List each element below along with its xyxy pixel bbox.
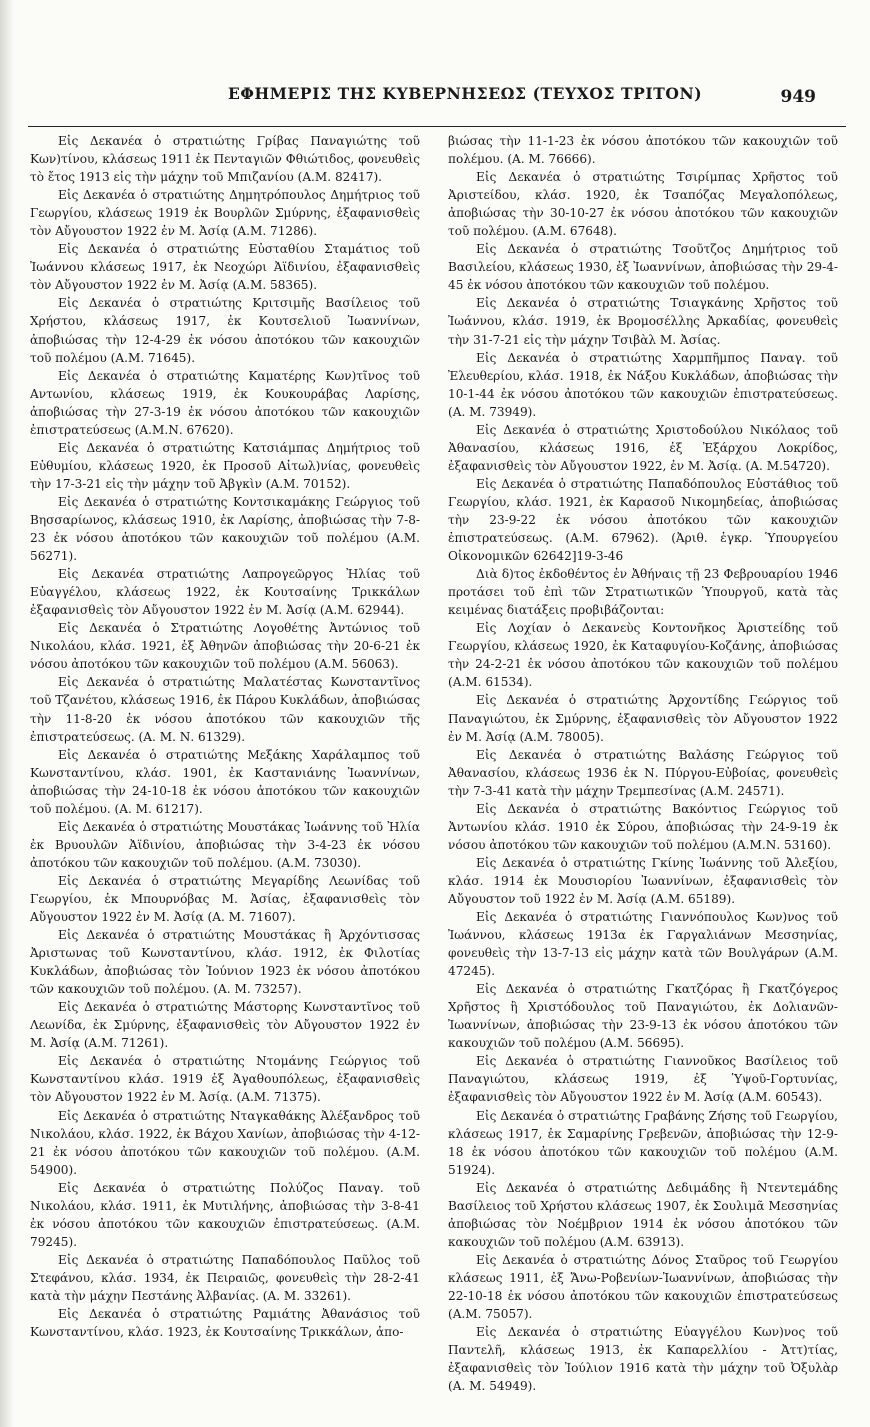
- entry-paragraph: Εἰς Δεκανέα ὁ στρατιώτης Νταγκαθάκης Ἀλέξανδρος τοῦ Νικολάου, κλάσ. 1922, ἐκ Βάχου Χανίων, ἀποβιώσας τὴν 4-12-21 ἐκ νόσου ἀποτόκου τῶν κακουχιῶν τοῦ πολέμου. (Α.Μ. 54900).: [30, 1108, 420, 1177]
- entry-paragraph: Εἰς Δεκανέα ὁ στρατιώτης Δόνος Σταῦρος τοῦ Γεωργίου κλάσεως 1911, ἐξ Ἄνω-Ροβενίων-Ἰωαννίνων, ἀποβιώσας τὴν 22-10-18 ἐκ νόσου ἀποτόκου τῶν κακουχιῶν ἐπιστρατεύσεως (Α.Μ. 75057).: [448, 1252, 838, 1322]
- entry-paragraph: Εἰς Δεκανέα ὁ στρατιώτης Δεδιμάδης ἢ Ντεντεμάδης Βασίλειος τοῦ Χρήστου κλάσεως 1907, ἐκ Σουλιμᾶ Μεσσηνίας ἀποβιώσας τὸν Νοέμβριον 1914 ἐκ νόσου ἀποτόκου τῶν κακουχιῶν τοῦ πολέμου (Α.Μ. 63913).: [448, 1180, 838, 1249]
- entry-paragraph: Εἰς Λοχίαν ὁ Δεκανεὺς Κοντονῆκος Ἀριστείδης τοῦ Γεωργίου, κλάσεως 1920, ἐκ Καταφυγίου-Κοζάνης, ἀποβιώσας τὴν 24-2-21 ἐκ νόσου ἀποτόκου τῶν κακουχιῶν τοῦ πολέμου (Α.Μ. 61534).: [448, 621, 838, 690]
- entry-paragraph: Εἰς Δεκανέα ὁ στρατιώτης Μεγαρίδης Λεωνίδας τοῦ Γεωργίου, ἐκ Μπουρνόβας Μ. Ἀσίας, ἐξαφανισθεὶς τὸν Αὔγουστον 1922 ἐν Μ. Ἀσίᾳ (Α. Μ. 71607).: [30, 873, 420, 925]
- entry-paragraph: Εἰς Δεκανέα ὁ στρατιώτης Εὐαγγέλου Κων)νος τοῦ Παντελῆ, κλάσεως 1913, ἐκ Καπαρελλίου - Ἀττ)τίας, ἐξαφανισθεὶς τὸν Ἰούλιον 1916 κατὰ τὴν μάχην τοῦ Ὀξυλὰρ (Α. Μ. 54949).: [448, 1325, 838, 1394]
- entry-paragraph: Εἰς Δεκανέα ὁ στρατιώτης Τσοῦτζος Δημήτριος τοῦ Βασιλείου, κλάσεως 1930, ἐξ Ἰωαννίνων, ἀποβιώσας τὴν 29-4-45 ἐκ νόσου ἀποτόκου τῶν κακουχιῶν τοῦ πολέμου.: [448, 242, 838, 293]
- entry-paragraph: Εἰς Δεκανέα ὁ στρατιώτης Κριτσιμῆς Βασίλειος τοῦ Χρήστου, κλάσεως 1917, ἐκ Κουτσελιοῦ Ἰωαννίνων, ἀποβιώσας τὴν 12-4-29 ἐκ νόσου ἀποτόκου τῶν κακουχιῶν τοῦ πολέμου (Α.Μ. 71645).: [30, 296, 420, 365]
- entry-paragraph: Εἰς Δεκανέα ὁ στρατιώτης Παπαδόπουλος Εὐστάθιος τοῦ Γεωργίου, κλάσ. 1921, ἐκ Καρασοῦ Νικομηδείας, ἀποβιώσας τὴν 23-9-22 ἐκ νόσου ἀποτόκου τῶν κακουχιῶν ἐπιστρατεύσεως. (Α.Μ. 67962). (Ἀριθ. ἐγκρ. Ὑπουργείου Οἰκονομικῶν 62642]19-3-46: [448, 476, 838, 564]
- page-number: 949: [780, 87, 816, 107]
- entry-paragraph: Εἰς Δεκανέα ὁ στρατιώτης Εὐσταθίου Σταμάτιος τοῦ Ἰωάννου κλάσεως 1917, ἐκ Νεοχώρι Ἀϊδινίου, ἐξαφανισθεὶς τὸν Αὔγουστον 1922 ἐν Μ. Ἀσίᾳ (Α.Μ. 58365).: [30, 242, 420, 293]
- entry-paragraph: Εἰς Δεκανέα ὁ στρατιώτης Χριστοδούλου Νικόλαος τοῦ Ἀθανασίου, κλάσεως 1916, ἐξ Ἐξάρχου Λοκρίδος, ἐξαφανισθεὶς τὸν Αὔγουστον 1922, ἐν Μ. Ἀσίᾳ. (Α. Μ.54720).: [448, 422, 838, 473]
- entry-paragraph: Εἰς Δεκανέα ὁ στρατιώτης Μουστάκας ἢ Ἀρχόντισσας Ἀριστωνας τοῦ Κωνσταντίνου, κλάσ. 1912, ἐκ Φιλοτίας Κυκλάδων, ἀποβιώσας τὸν Ἰούνιον 1923 ἐκ νόσου ἀποτόκου τῶν κακουχιῶν τοῦ πολέμου. (Α. Μ. 73257).: [30, 928, 420, 997]
- entry-paragraph: Εἰς Δεκανέα ὁ στρατιώτης Ραμιάτης Ἀθανάσιος τοῦ Κωνσταντίνου, κλάσ. 1923, ἐκ Κουτσαίνης Τρικκάλων, ἀπο-: [30, 1307, 420, 1340]
- entry-paragraph: Εἰς Δεκανέα ὁ στρατιώτης Ἀρχοντίδης Γεώργιος τοῦ Παναγιώτου, ἐκ Σμύρνης, ἐξαφανισθεὶς τὸν Αὔγουστον 1922 ἐν Μ. Ἀσίᾳ (Α.Μ. 78005).: [448, 693, 838, 744]
- entry-paragraph: Εἰς Δεκανέα ὁ στρατιώτης Παπαδόπουλος Παῦλος τοῦ Στεφάνου, κλάσ. 1934, ἐκ Πειραιῶς, φονευθεὶς τὴν 28-2-41 κατὰ τὴν μάχην Πεστάνης Ἀλβανίας. (Α. Μ. 33261).: [30, 1252, 420, 1303]
- entry-paragraph: Εἰς Δεκανέα ὁ στρατιώτης Γιαννοῦκος Βασίλειος τοῦ Παναγιώτου, κλάσεως 1919, ἐξ Ὑψοῦ-Γορτυνίας, ἐξαφανισθεὶς τὸν Αὔγουστον 1922 ἐν Μ. Ἀσίᾳ (Α.Μ. 60543).: [448, 1054, 838, 1105]
- entry-paragraph: Εἰς Δεκανέα ὁ στρατιώτης Βαλάσης Γεώργιος τοῦ Ἀθανασίου, κλάσεως 1936 ἐκ Ν. Πύργου-Εὐβοίας, φονευθεὶς τὴν 7-3-41 κατὰ τὴν μάχην Τρεμπεσίνας (Α.Μ. 24571).: [448, 747, 838, 798]
- entry-paragraph: Εἰς Δεκανέα ὁ στρατιώτης Γρίβας Παναγιώτης τοῦ Κων)τίνου, κλάσεως 1911 ἐκ Πενταγιῶν Φθιώτιδος, φονευθεὶς τὸ ἔτος 1913 εἰς τὴν μάχην τοῦ Μπιζανίου (Α.Μ. 82417).: [30, 134, 420, 185]
- entry-paragraph: Εἰς Δεκανέα ὁ στρατιώτης Γκίνης Ἰωάννης τοῦ Ἀλεξίου, κλάσ. 1914 ἐκ Μουσιορίου Ἰωαννίνων, ἐξαφανισθεὶς τὸν Αὔγουστον τοῦ 1922 ἐν Μ. Ἀσίᾳ (Α.Μ. 65189).: [448, 855, 838, 906]
- left-column: [30, 132, 420, 1341]
- entry-paragraph: Εἰς Δεκανέα ὁ στρατιώτης Μεξάκης Χαράλαμπος τοῦ Κωνσταντίνου, κλάσ. 1901, ἐκ Καστανιάνης Ἰωαννίνων, ἀποβιώσας τὴν 24-10-18 ἐκ νόσου ἀποτόκου τῶν κακουχιῶν τοῦ πολέμου. (Α. Μ. 61217).: [30, 747, 420, 816]
- entry-paragraph: Εἰς Δεκανέα ὁ στρατιώτης Ντομάνης Γεώργιος τοῦ Κωνσταντίνου κλάσ. 1919 ἐξ Ἀγαθουπόλεως, ἐξαφανισθεὶς τὸν Αὔγουστον 1922 ἐν Μ. Ἀσίᾳ. (Α.Μ. 71375).: [30, 1054, 420, 1105]
- entry-paragraph: Εἰς Δεκανέα ὁ στρατιώτης Δημητρόπουλος Δημήτριος τοῦ Γεωργίου, κλάσεως 1919 ἐκ Βουρλῶν Σμύρνης, ἐξαφανισθεὶς τὸν Αὔγουστον 1922 ἐν Μ. Ἀσίᾳ (Α.Μ. 71286).: [30, 188, 420, 239]
- page-header: [210, 84, 830, 106]
- entry-paragraph: Εἰς Δεκανέα ὁ στρατιώτης Τσιαγκάνης Χρῆστος τοῦ Ἰωάννου, κλάσ. 1919, ἐκ Βρομοσέλλης Ἀρκαδίας, φονευθεὶς τὴν 31-7-21 εἰς τὴν μάχην Τσιβὰλ Μ. Ἀσίας.: [448, 296, 838, 347]
- entry-paragraph: Διὰ δ)τος ἐκδοθέντος ἐν Ἀθήναις τῇ 23 Φεβρουαρίου 1946 προτάσει τοῦ ἐπὶ τῶν Στρατιωτικῶν Ὑπουργοῦ, κατὰ τὰς κειμένας διατάξεις προβιβάζονται:: [448, 567, 838, 618]
- entry-paragraph: Εἰς Δεκανέα ὁ στρατιώτης Τσιρίμπας Χρῆστος τοῦ Ἀριστείδου, κλάσ. 1920, ἐκ Τσαπόζας Μεγαλοπόλεως, ἀποβιώσας τὴν 30-10-27 ἐκ νόσου ἀποτόκου τῶν κακουχιῶν τοῦ πολέμου. (Α.Μ. 67648).: [448, 170, 838, 239]
- entry-paragraph: Εἰς Δεκανέα στρατιώτης Λαπρογεῶργος Ἠλίας τοῦ Εὐαγγέλου, κλάσεως 1922, ἐκ Κουτσαίνης Τρικκάλων ἐξαφανισθεὶς τὸν Αὔγουστον 1922 ἐν Μ. Ἀσίᾳ (Α.Μ. 62944).: [30, 567, 420, 618]
- entry-paragraph: Εἰς Δεκανέα ὁ στρατιώτης Πολύζος Παναγ. τοῦ Νικολάου, κλάσ. 1911, ἐκ Μυτιλήνης, ἀποβιώσας τὴν 3-8-41 ἐκ νόσου ἀποτόκου τῶν κακουχιῶν ἐπιστρατεύσεως. (Α.Μ. 79245).: [30, 1180, 420, 1249]
- entry-paragraph: Εἰς Δεκανέα ὁ στρατιώτης Μαλατέστας Κωνσταντῖνος τοῦ Τζανέτου, κλάσεως 1916, ἐκ Πάρου Κυκλάδων, ἀποβιώσας τὴν 11-8-20 ἐκ νόσου ἀποτόκου τῶν κακουχιῶν τῆς ἐπιστρατεύσεως. (Α. Μ. Ν. 61329).: [30, 675, 420, 744]
- entry-paragraph: Εἰς Δεκανέα ὁ στρατιώτης Καματέρης Κων)τῖνος τοῦ Αντωνίου, κλάσεως 1919, ἐκ Κουκουράβας Λαρίσης, ἀποβιώσας τὴν 27-3-19 ἐκ νόσου ἀποτόκου τῶν κακουχιῶν ἐπιστρατεύσεως (Α.Μ.Ν. 67620).: [30, 368, 420, 437]
- header-rule: [28, 126, 846, 127]
- entry-paragraph: Εἰς Δεκανέα ὁ στρατιώτης Γραβάνης Ζήσης τοῦ Γεωργίου, κλάσεως 1917, ἐκ Σαμαρίνης Γρεβενῶν, ἀποβιώσας τὴν 12-9-18 ἐκ νόσου ἀποτόκου τῶν κακουχιῶν τοῦ πολέμου (Α.Μ. 51924).: [448, 1108, 838, 1177]
- scan-edge-shadow: [0, 0, 14, 1427]
- entry-paragraph: Εἰς Δεκανέα ὁ στρατιώτης Βακόντιος Γεώργιος τοῦ Ἀντωνίου κλάσ. 1910 ἐκ Σύρου, ἀποβιώσας τὴν 24-9-19 ἐκ νόσου ἀποτόκου τῶν κακουχιῶν τοῦ πολέμου (Α.Μ.Ν. 53160).: [448, 801, 838, 852]
- entry-paragraph: Εἰς Δεκανέα ὁ στρατιώτης Χαρμπῆμπος Παναγ. τοῦ Ἐλευθερίου, κλάσ. 1918, ἐκ Νάξου Κυκλάδων, ἀποβιώσας τὴν 10-1-44 ἐκ νόσου ἀποτόκου τῶν κακουχιῶν ἐπιστρατεύσεως. (Α. Μ. 73949).: [448, 350, 838, 419]
- header-title: ΕΦΗΜΕΡΙΣ ΤΗΣ ΚΥΒΕΡΝΗΣΕΩΣ (ΤΕΥΧΟΣ ΤΡΙΤΟΝ): [228, 84, 703, 103]
- entry-paragraph: Εἰς Δεκανέα ὁ στρατιώτης Κοντσικαμάκης Γεώργιος τοῦ Βησσαρίωνος, κλάσεως 1910, ἐκ Λαρίσης, ἀποβιώσας τὴν 7-8-23 ἐκ νόσου ἀποτόκου τῶν κακουχιῶν τοῦ πολέμου (Α.Μ. 56271).: [30, 494, 420, 564]
- entry-paragraph: Εἰς Δεκανέα ὁ στρατιώτης Γιαννόπουλος Κων)νος τοῦ Ἰωάννου, κλάσεως 1913α ἐκ Γαργαλιάνων Μεσσηνίας, φονευθεὶς τὴν 13-7-13 εἰς μάχην κατὰ τῶν Βουλγάρων (Α.Μ. 47245).: [448, 910, 838, 979]
- entry-paragraph: Εἰς Δεκανέα ὁ στρατιώτης Κατσιάμπας Δημήτριος τοῦ Εὐθυμίου, κλάσεως 1920, ἐκ Προσοῦ Αἰτωλ)νίας, φονευθεὶς τὴν 17-3-21 εἰς τὴν μάχην τοῦ Ἀβγκὶν (Α.Μ. 70152).: [30, 440, 420, 491]
- entry-paragraph: Εἰς Δεκανέα ὁ Στρατιώτης Λογοθέτης Ἀντώνιος τοῦ Νικολάου, κλάσ. 1921, ἐξ Ἀθηνῶν ἀποβιώσας τὴν 20-6-21 ἐκ νόσου ἀποτόκου τῶν κακουχιῶν τοῦ πολέμου (Α.Μ. 56063).: [30, 621, 420, 672]
- entry-paragraph: Εἰς Δεκανέα ὁ στρατιώτης Μάστορης Κωνσταντῖνος τοῦ Λεωνίδα, ἐκ Σμύρνης, ἐξαφανισθεὶς τὸν Αὔγουστον 1922 ἐν Μ. Ἀσίᾳ (Α.Μ. 71261).: [30, 1000, 420, 1051]
- right-column: [448, 132, 838, 1395]
- entry-paragraph: βιώσας τὴν 11-1-23 ἐκ νόσου ἀποτόκου τῶν κακουχιῶν τοῦ πολέμου. (Α. Μ. 76666).: [448, 134, 838, 167]
- entry-paragraph: Εἰς Δεκανέα ὁ στρατιώτης Μουστάκας Ἰωάννης τοῦ Ἠλία ἐκ Βρυουλῶν Ἀϊδινίου, ἀποβιώσας τὴν 3-4-23 ἐκ νόσου ἀποτόκου τῶν κακουχιῶν τοῦ πολέμου. (Α.Μ. 73030).: [30, 819, 420, 870]
- entry-paragraph: Εἰς Δεκανέα ὁ στρατιώτης Γκατζόρας ἢ Γκατζόγερος Χρῆστος ἢ Χριστόδουλος τοῦ Παναγιώτου, ἐκ Δολιανῶν-Ἰωαννίνων, ἀποβιώσας τὴν 23-9-13 ἐκ νόσου ἀποτόκου τῶν κακουχιῶν τοῦ πολέμου (Α.Μ. 56695).: [448, 982, 838, 1051]
